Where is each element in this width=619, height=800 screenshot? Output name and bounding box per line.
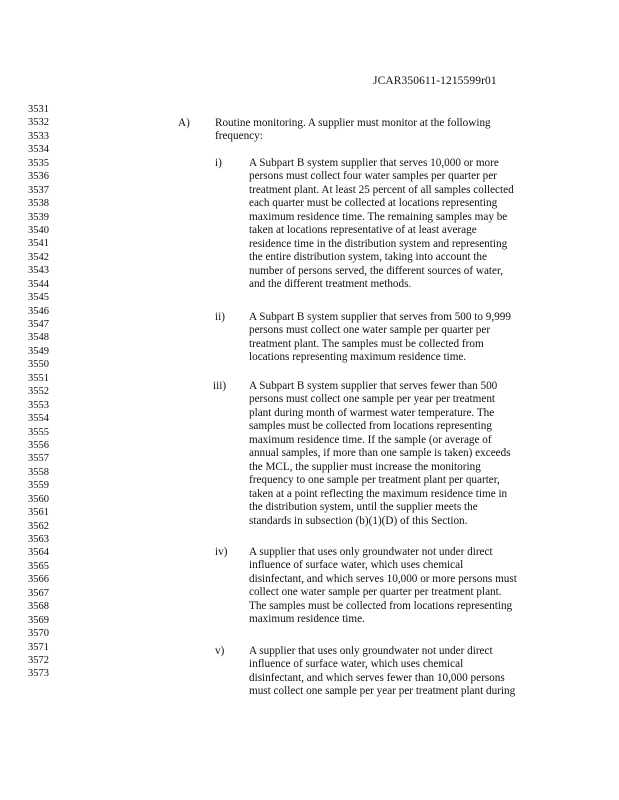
line-number: 3567 xyxy=(28,587,49,599)
text-line: A Subpart B system supplier that serves fewer than 500 xyxy=(249,380,498,392)
text-line: maximum residence time. If the sample (or average of xyxy=(249,433,492,446)
line-number: 3542 xyxy=(28,251,49,263)
section-a-label: A) xyxy=(178,116,190,129)
text-line: disinfectant, and which serves 10,000 or more persons must xyxy=(249,572,517,585)
text-line: number of persons served, the different sources of water, xyxy=(249,264,504,277)
line-number: 3561 xyxy=(28,507,49,519)
line-number: 3536 xyxy=(28,171,49,183)
line-number: 3537 xyxy=(28,184,49,196)
line-number: 3545 xyxy=(28,292,49,304)
line-number: 3533 xyxy=(28,130,49,142)
line-number: 3552 xyxy=(28,386,49,398)
line-number: 3531 xyxy=(28,104,49,115)
line-number: 3538 xyxy=(28,198,49,210)
text-line: must collect one sample per year per treatment plant during xyxy=(249,685,516,698)
text-line: Routine monitoring. A supplier must monitor at the following xyxy=(215,116,491,129)
text-line: the distribution system, until the supplier meets the xyxy=(249,501,478,514)
item-ii-text xyxy=(249,311,511,365)
line-number: 3534 xyxy=(28,144,49,156)
line-number: 3566 xyxy=(28,574,49,586)
text-line: the MCL, the supplier must increase the monitoring xyxy=(249,460,481,473)
item-ii-label: ii) xyxy=(215,311,225,323)
line-number: 3558 xyxy=(28,466,49,478)
text-line: annual samples, if more than one sample is taken) exceeds xyxy=(249,447,511,460)
line-number: 3559 xyxy=(28,480,49,492)
text-line: and the different treatment methods. xyxy=(249,278,412,291)
line-number: 3556 xyxy=(28,439,49,451)
line-number: 3562 xyxy=(28,520,49,532)
line-number: 3570 xyxy=(28,628,49,640)
line-number: 3568 xyxy=(28,601,49,613)
text-line: the entire distribution system, taking into account the xyxy=(249,251,487,264)
item-iii-text xyxy=(249,380,511,528)
text-line: A supplier that uses only groundwater not under direct xyxy=(249,645,493,657)
text-line: The samples must be collected from locations representing xyxy=(249,599,513,612)
line-number: 3546 xyxy=(28,305,49,317)
item-iv-label: iv) xyxy=(215,546,228,558)
text-line: treatment plant. The samples must be collected from xyxy=(249,337,484,350)
text-line: locations representing maximum residence time. xyxy=(249,351,467,364)
line-number: 3549 xyxy=(28,345,49,357)
line-number: 3551 xyxy=(28,372,49,384)
text-line: disinfectant, and which serves fewer than 10,000 persons xyxy=(249,671,505,684)
line-number: 3573 xyxy=(28,668,49,680)
line-number: 3553 xyxy=(28,399,49,411)
line-number: 3557 xyxy=(28,453,49,465)
line-number: 3539 xyxy=(28,211,49,223)
item-iv-text xyxy=(249,546,517,627)
text-line: each quarter must be collected at locations representing xyxy=(249,197,498,210)
text-line: persons must collect four water samples per quarter per xyxy=(249,170,497,183)
text-line: influence of surface water, which uses chemical xyxy=(249,559,464,572)
text-line: plant during month of warmest water temperature. The xyxy=(249,406,495,419)
text-line: frequency to one sample per treatment plant per quarter, xyxy=(249,474,500,487)
text-line: A supplier that uses only groundwater not under direct xyxy=(249,546,493,558)
text-line: maximum residence time. xyxy=(249,613,365,626)
text-line: collect one water sample per quarter per treatment plant. xyxy=(249,586,502,599)
item-v-label: v) xyxy=(215,645,225,657)
line-number: 3560 xyxy=(28,493,49,505)
text-line: taken at a point reflecting the maximum residence time in xyxy=(249,487,508,500)
text-line: influence of surface water, which uses chemical xyxy=(249,658,464,671)
text-line: samples must be collected from locations representing xyxy=(249,420,492,433)
item-i-label: i) xyxy=(215,157,222,169)
text-line: residence time in the distribution system and representing xyxy=(249,237,508,250)
document-id-header: JCAR350611-1215599r01 xyxy=(373,75,497,87)
text-line: taken at locations representative of at least average xyxy=(249,224,477,237)
text-line: treatment plant. At least 25 percent of all samples collected xyxy=(249,183,514,196)
line-number: 3572 xyxy=(28,654,49,666)
line-number: 3543 xyxy=(28,265,49,277)
line-number: 3540 xyxy=(28,224,49,236)
text-line: standards in subsection (b)(1)(D) of this Section. xyxy=(249,514,468,527)
line-number: 3547 xyxy=(28,319,49,330)
line-number: 3550 xyxy=(28,359,49,371)
text-line: A Subpart B system supplier that serves 10,000 or more xyxy=(249,157,499,169)
item-iii-label: iii) xyxy=(213,380,227,392)
text-line: frequency: xyxy=(215,129,263,142)
text-line: persons must collect one water sample per quarter per xyxy=(249,324,491,337)
line-number: 3548 xyxy=(28,332,49,344)
text-line: maximum residence time. The remaining samples may be xyxy=(249,210,508,223)
line-number: 3569 xyxy=(28,614,49,626)
line-number: 3532 xyxy=(28,117,49,129)
section-a-text xyxy=(215,117,491,144)
line-number-column xyxy=(28,103,68,681)
line-number: 3554 xyxy=(28,413,49,425)
line-number: 3564 xyxy=(28,547,49,559)
line-number: 3541 xyxy=(28,238,49,250)
item-i-text xyxy=(249,157,514,292)
line-number: 3571 xyxy=(28,641,49,653)
line-number: 3563 xyxy=(28,534,49,545)
line-number: 3544 xyxy=(28,278,49,290)
line-number: 3555 xyxy=(28,426,49,438)
text-line: persons must collect one sample per year per treatment xyxy=(249,393,496,406)
item-v-text xyxy=(249,645,515,699)
line-number: 3535 xyxy=(28,157,49,169)
line-number: 3565 xyxy=(28,560,49,572)
text-line: A Subpart B system supplier that serves from 500 to 9,999 xyxy=(249,311,511,323)
